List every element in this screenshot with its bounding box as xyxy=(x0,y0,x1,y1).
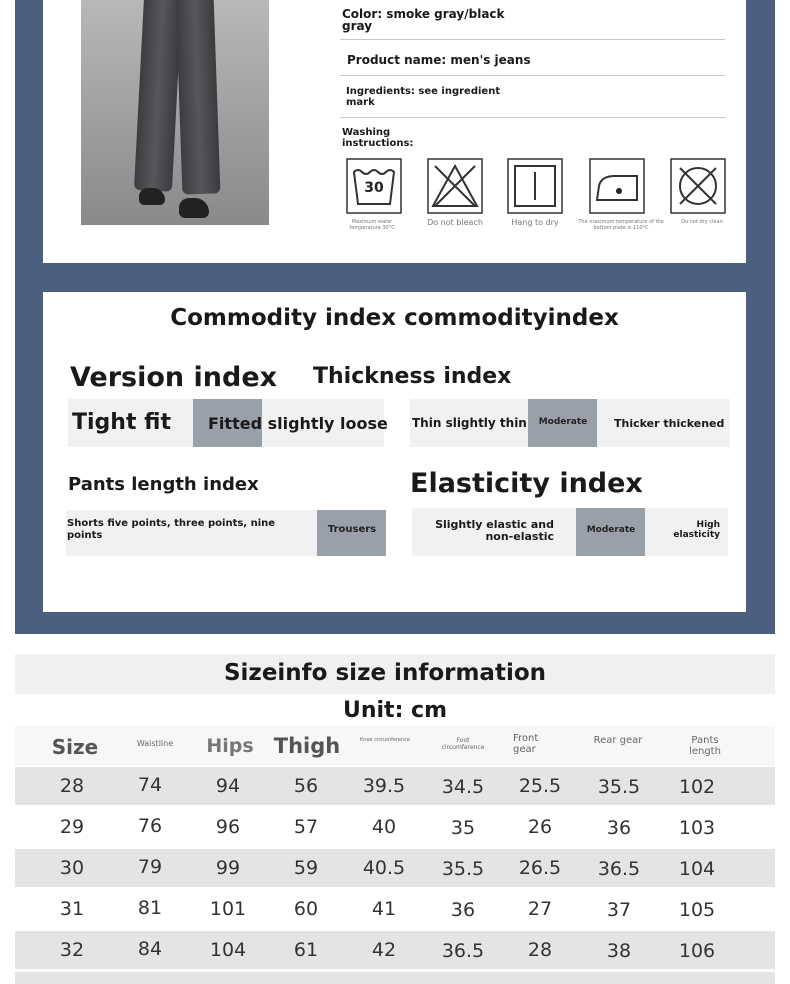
table-cell: 29 xyxy=(59,816,85,838)
washing-instructions-label: Washing instructions: xyxy=(342,127,414,149)
ingredients-attribute: Ingredients: see ingredient mark xyxy=(346,86,501,108)
divider xyxy=(340,39,725,40)
column-header: Size xyxy=(51,735,99,759)
thickness-index-title: Thickness index xyxy=(313,364,512,389)
wash-number: 30 xyxy=(364,180,384,196)
table-cell: 61 xyxy=(293,939,319,961)
table-cell: 41 xyxy=(371,898,397,920)
elasticity-index-title: Elasticity index xyxy=(410,468,643,499)
table-cell: 30 xyxy=(59,857,85,879)
iron-icon xyxy=(589,158,645,214)
version-index-title: Version index xyxy=(70,362,278,393)
table-cell: 60 xyxy=(293,898,319,920)
table-cell: 35.5 xyxy=(441,858,485,880)
wash-30-icon xyxy=(346,158,402,214)
table-cell: 40 xyxy=(371,816,397,838)
table-cell: 32 xyxy=(59,939,85,961)
elasticity-option-selected: Moderate xyxy=(586,525,636,535)
table-cell: 79 xyxy=(137,856,163,878)
column-header: Foot circumference xyxy=(441,737,485,751)
table-cell: 74 xyxy=(137,774,163,796)
wash-label: Maximum water temperature 30°C xyxy=(349,219,395,231)
table-cell: 36 xyxy=(606,817,632,839)
table-cell: 38 xyxy=(606,940,632,962)
pants-length-option: Shorts five points, three points, nine points xyxy=(67,518,276,541)
table-cell: 59 xyxy=(293,857,319,879)
no-dry-clean-icon xyxy=(670,158,726,214)
table-row xyxy=(15,808,775,846)
hang-dry-label: Hang to dry xyxy=(511,218,559,227)
table-row xyxy=(15,890,775,928)
column-header: Waistline xyxy=(136,739,174,748)
column-header: Hips xyxy=(206,735,254,757)
color-attribute: Color: smoke gray/black gray xyxy=(342,7,505,33)
table-cell: 35.5 xyxy=(597,776,641,798)
table-cell: 39.5 xyxy=(362,775,406,797)
elasticity-option: Slightly elastic and non-elastic xyxy=(435,518,554,543)
table-cell: 28 xyxy=(59,775,85,797)
version-option: Tight fit xyxy=(72,410,171,435)
table-cell: 103 xyxy=(678,817,716,839)
unit-label: Unit: cm xyxy=(342,698,447,723)
table-cell: 36.5 xyxy=(441,940,485,962)
table-header-row xyxy=(15,726,775,766)
table-cell: 81 xyxy=(137,897,163,919)
table-cell: 37 xyxy=(606,899,632,921)
table-cell: 105 xyxy=(678,899,716,921)
table-cell: 104 xyxy=(678,858,716,880)
table-cell: 96 xyxy=(215,816,241,838)
table-cell: 36.5 xyxy=(597,858,641,880)
table-cell: 34.5 xyxy=(441,776,485,798)
table-cell: 101 xyxy=(209,898,247,920)
no-bleach-label: Do not bleach xyxy=(427,218,483,227)
column-header: Thigh xyxy=(273,734,341,758)
table-cell: 28 xyxy=(527,939,553,961)
table-row xyxy=(15,767,775,805)
column-header: Rear gear xyxy=(593,735,643,746)
elasticity-option: High elasticity xyxy=(673,520,720,540)
table-cell: 36 xyxy=(450,899,476,921)
hang-dry-icon xyxy=(507,158,563,214)
table-cell: 99 xyxy=(215,857,241,879)
table-cell: 31 xyxy=(59,898,85,920)
iron-label: The maximum temperature of the bottom plate is 110°C xyxy=(578,219,664,231)
table-row-partial xyxy=(15,972,775,984)
thickness-option: Thicker thickened xyxy=(614,417,725,430)
divider xyxy=(340,75,725,76)
pants-length-option-selected: Trousers xyxy=(327,524,377,535)
table-cell: 42 xyxy=(371,939,397,961)
table-cell: 35 xyxy=(450,817,476,839)
table-cell: 25.5 xyxy=(518,775,562,797)
product-photo xyxy=(81,0,269,225)
thickness-option: Thin slightly thin xyxy=(412,416,527,430)
version-option-selected: Fitted slightly loose xyxy=(208,414,388,433)
table-row xyxy=(15,849,775,887)
table-cell: 26 xyxy=(527,816,553,838)
size-info-title: Sizeinfo size information xyxy=(223,660,547,686)
commodity-title: Commodity index commodityindex xyxy=(170,305,619,331)
commodity-index-panel xyxy=(43,292,746,612)
table-cell: 84 xyxy=(137,938,163,960)
divider xyxy=(340,117,725,118)
no-bleach-icon xyxy=(427,158,483,214)
table-cell: 102 xyxy=(678,776,716,798)
product-name-attribute: Product name: men's jeans xyxy=(347,53,531,67)
column-header: Front gear xyxy=(513,733,539,755)
table-cell: 104 xyxy=(209,939,247,961)
table-cell: 27 xyxy=(527,898,553,920)
table-cell: 26.5 xyxy=(518,857,562,879)
column-header: Knee circumference xyxy=(360,737,410,743)
table-cell: 56 xyxy=(293,775,319,797)
table-cell: 57 xyxy=(293,816,319,838)
pants-length-index-title: Pants length index xyxy=(68,474,259,495)
column-header: Pants length xyxy=(689,735,721,757)
table-cell: 94 xyxy=(215,775,241,797)
thickness-option-selected: Moderate xyxy=(538,417,588,427)
table-cell: 76 xyxy=(137,815,163,837)
table-row xyxy=(15,931,775,969)
no-dry-clean-label: Do not dry clean xyxy=(681,219,723,225)
table-cell: 40.5 xyxy=(362,857,406,879)
table-cell: 106 xyxy=(678,940,716,962)
